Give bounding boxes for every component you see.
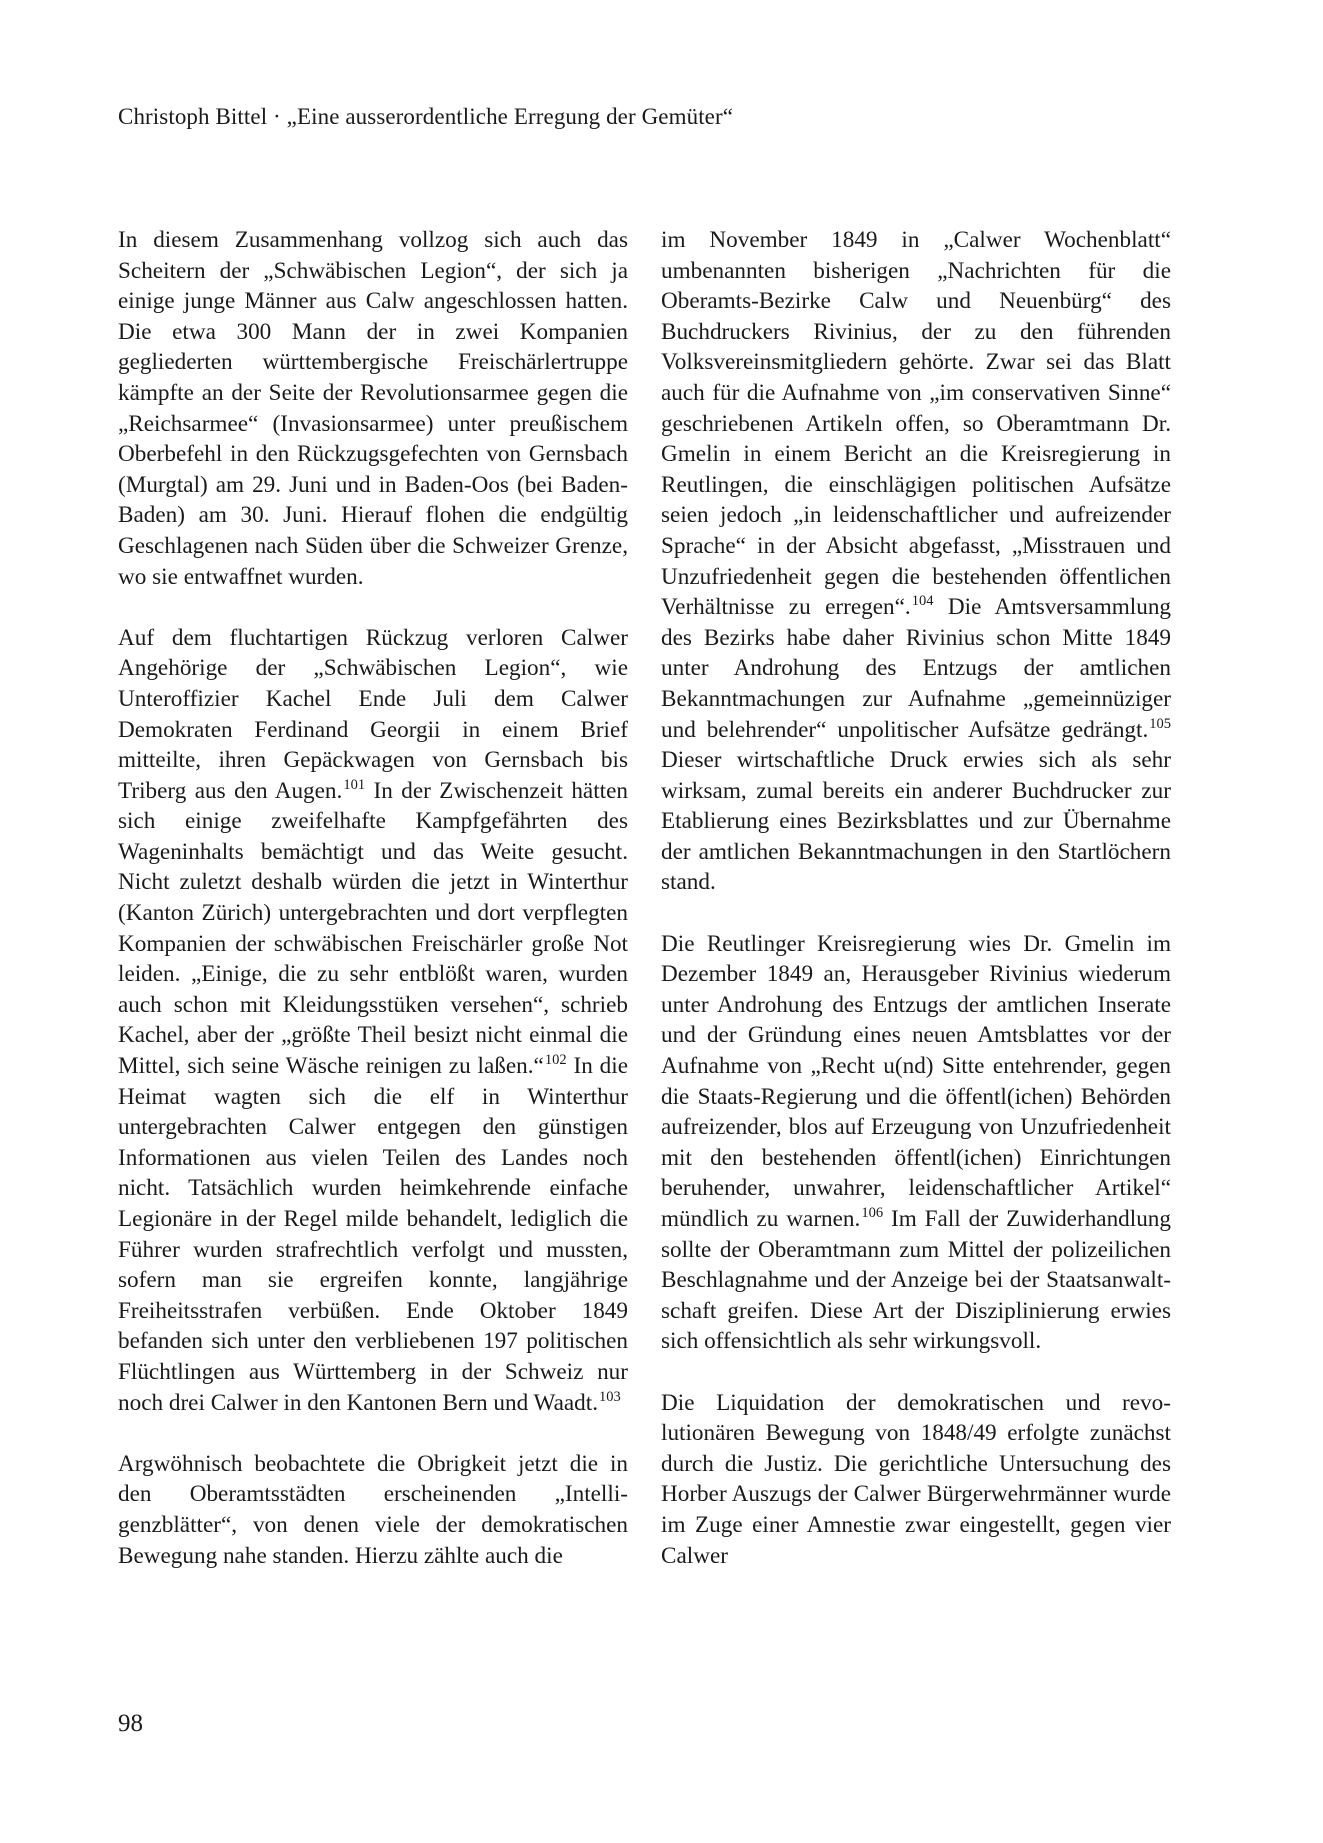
paragraph-text: Auf dem fluchtartigen Rückzug verloren Calwer Angehörige der „Schwäbischen Legion“, wie Unteroffizier Kachel Ende Juli dem Calwer Demokraten Ferdinand Georgii in einem Brief mitteilte, ihren Gepäckwagen von Gernsbach bis Triberg aus den Augen.: [118, 624, 628, 804]
running-head: Christoph Bittel · „Eine ausserordentliche Erregung der Gemüter“: [118, 104, 734, 129]
paragraph: [661, 929, 1171, 1357]
paragraph-text: Die Amtsversammlung des Bezirks habe daher Rivinius schon Mitte 1849 unter Androhung des Entzugs der amtlichen Bekanntmachungen zur Aufnahme „gemeinnüziger und belehrender“ unpolitischer Aufsätze gedrängt.: [661, 594, 1172, 743]
paragraph-text: Dieser wirtschaftliche Druck erwies sich als sehr wirksam, zumal bereits ein anderer Buchdrucker zur Etablierung eines Bezirksblattes und zur Übernahme der amtlichen Bekanntmachungen in den Startlöchern stand.: [661, 747, 1171, 896]
paragraph-text: In der Zwischenzeit hätten sich einige zweifelhafte Kampfgefährten des Wageninhalts bemächtigt und das Weite gesucht. Nicht zuletzt deshalb würden die jetzt in Winterthur (Kanton Zürich) untergebrachten und dort verpflegten Kompanien der schwäbischen Freischärler große Not leiden. „Einige, die zu sehr entblößt waren, wurden auch schon mit Kleidungsstüken versehen“, schrieb Kachel, aber der „größte Theil besizt nicht einmal die Mittel, sich seine Wäsche reinigen zu laßen.“: [118, 777, 628, 1080]
paragraph-text: In die Heimat wagten sich die elf in Winterthur untergebrachten Calwer entgegen den günstigen Informationen aus vielen Teilen des Landes noch nicht. Tatsächlich wurden heimkehrende einfache Legionäre in der Regel milde behandelt, lediglich die Führer wurden strafrechtlich verfolgt und mussten, sofern man sie ergreifen konnte, langjährige Freiheitsstrafen verbüßen. Ende Oktober 1849 befanden sich unter den verbliebenen 197 politischen Flüchtlingen aus Württemberg in der Schweiz nur noch drei Calwer in den Kantonen Bern und Waadt.: [118, 1053, 628, 1416]
footnote-marker[interactable]: 105: [1149, 715, 1171, 732]
paragraph: [661, 225, 1171, 898]
paragraph-text: Argwöhnisch beobachtete die Obrigkeit jetzt die in den Oberamtsstädten erscheinenden „Intelligenzblätter“, von denen viele der demokratischen Bewegung nahe standen. Hierzu zählte auch die: [118, 1450, 628, 1569]
paragraph: [118, 623, 628, 1418]
left-column: [118, 225, 628, 1571]
paragraph: [118, 1449, 628, 1571]
paragraph-text: im November 1849 in „Calwer Wochenblatt“ umbenannten bisherigen „Nachrichten für die Oberamts-Bezirke Calw und Neuenbürg“ des Buchdruckers Rivinius, der zu den führenden Volksvereinsmitgliedern gehörte. Zwar sei das Blatt auch für die Aufnahme von „im conservativen Sinne“ geschriebenen Artikeln offen, so Oberamtmann Dr. Gmelin in einem Bericht an die Kreisregierung in Reutlingen, die einschlägigen politischen Aufsätze seien jedoch „in leidenschaftlicher und aufreizender Sprache“ in der Absicht abgefasst, „Misstrauen und Unzufriedenheit gegen die bestehenden öffentlichen Verhältnisse zu erregen“.: [661, 227, 1171, 621]
footnote-marker[interactable]: 104: [911, 593, 934, 610]
page-number: 98: [118, 1710, 143, 1737]
paragraph-text: In diesem Zusammenhang vollzog sich auch das Scheitern der „Schwäbischen Legion“, der sich ja einige junge Männer aus Calw angeschlossen hatten. Die etwa 300 Mann der in zwei Kompanien gegliederten württembergische Freischärlertruppe kämpfte an der Seite der Revolutionsarmee gegen die „Reichsarmee“ (Invasionsarmee) unter preußischem Oberbefehl in den Rückzugsgefechten von Gernsbach (Murgtal) am 29. Juni und in Baden-Oos (bei Baden-Baden) am 30. Juni. Hierauf flohen die endgültig Geschlagenen nach Süden über die Schweizer Grenze, wo sie entwaffnet wurden.: [118, 227, 628, 590]
right-column: [661, 225, 1171, 1571]
footnote-marker[interactable]: 101: [343, 776, 366, 793]
footnote-marker[interactable]: 102: [544, 1052, 567, 1069]
paragraph: [661, 1388, 1171, 1572]
paragraph: [118, 225, 628, 592]
paragraph-text: Im Fall der Zuwiderhandlung sollte der Oberamtmann zum Mittel der polizeilichen Beschlagnahme und der Anzeige bei der Staatsanwaltschaft greifen. Diese Art der Disziplinierung erwies sich offensichtlich als sehr wirkungsvoll.: [661, 1206, 1171, 1355]
paragraph-text: Die Liquidation der demokratischen und revolutionären Bewegung von 1848/49 erfolgte zunächst durch die Justiz. Die gerichtliche Untersuchung des Horber Auszugs der Calwer Bürgerwehrmänner wurde im Zuge einer Amnestie zwar eingestellt, gegen vier Calwer: [661, 1389, 1171, 1569]
footnote-marker[interactable]: 106: [861, 1205, 884, 1221]
paragraph-text: Die Reutlinger Kreisregierung wies Dr. Gmelin im Dezember 1849 an, Herausgeber Rivinius wiederum unter Androhung des Entzugs der amtlichen Inserate und der Gründung eines neuen Amtsblattes vor der Aufnahme von „Recht u(nd) Sitte entehrender, gegen die Staats-Regierung und die öffentl(ichen) Behörden aufreizender, blos auf Erzeugung von Unzufriedenheit mit den bestehenden öffentl(ichen) Einrichtungen beruhender, unwahrer, leidenschaftlicher Artikel“ mündlich zu warnen.: [661, 930, 1171, 1232]
footnote-marker[interactable]: 103: [599, 1388, 621, 1405]
